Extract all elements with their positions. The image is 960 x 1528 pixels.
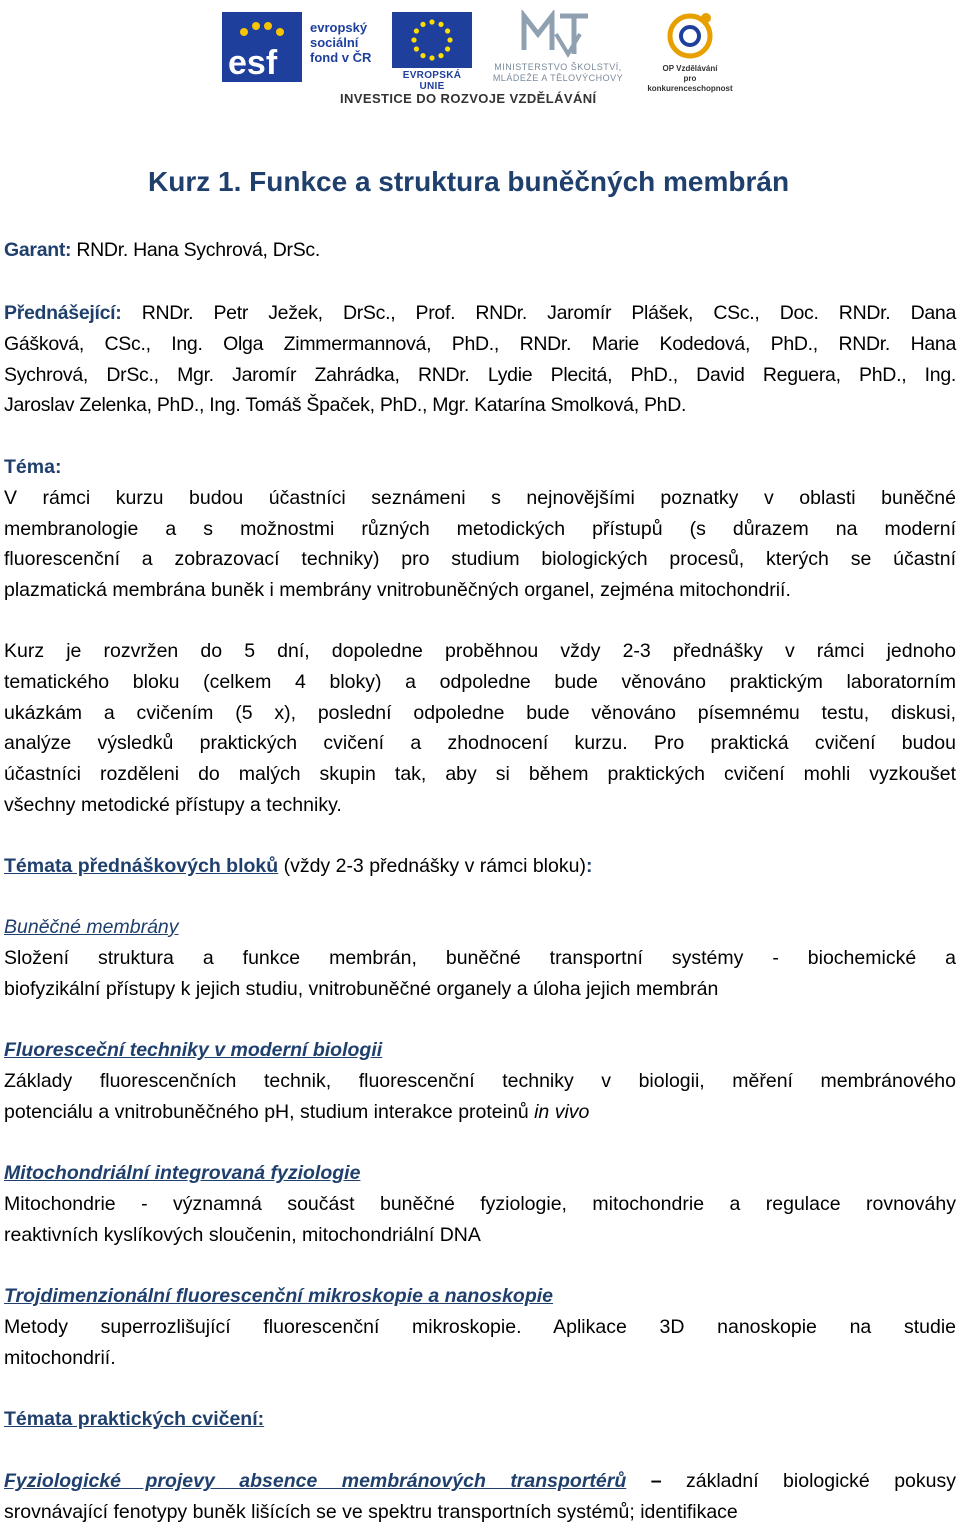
topic-section (4, 452, 956, 606)
practicals-item (4, 1466, 956, 1528)
topic-line: plazmatická membrána buněk i membrány vnitrobuněčných organel, zejména mitochondrií. (4, 579, 791, 602)
lecture-block-title: Mitochondriální integrovaná fyziologie (4, 1162, 361, 1184)
lecture-block-1 (4, 912, 956, 1004)
topic-line: fluorescenční a zobrazovací techniky) pro studium biologických procesů, kterých se účastní (4, 548, 956, 571)
lecture-block-4 (4, 1281, 956, 1373)
practicals-item-title: Fyziologické projevy absence membránových transportérů (4, 1470, 627, 1492)
lecture-block-2 (4, 1035, 956, 1127)
schedule-line: tematického bloku (celkem 4 bloky) a odpoledne bude věnováno praktickým laboratorním (4, 670, 956, 693)
lecture-block-line: Složení struktura a funkce membrán, buněčné transportní systémy - biochemické a (4, 946, 956, 969)
guarantor-label: Garant: (4, 239, 72, 261)
op-vk-logo-mark (660, 10, 720, 62)
lecture-blocks-heading-suffix: (vždy 2-3 přednášky v rámci bloku) (278, 855, 586, 877)
topic-line: membranologie a s možnostmi různých metodických přístupů (s důrazem na moderní (4, 517, 956, 540)
lecturers-line: Sychrová, DrSc., Mgr. Jaromír Zahrádka, RNDr. Lydie Plecitá, PhD., David Reguera, PhD., Ing. (4, 363, 956, 386)
schedule-line: všechny metodické přístupy a techniky. (4, 793, 342, 816)
msmt-logo-text: MINISTERSTVO ŠKOLSTVÍ, MLÁDEŽE A TĚLOVÝCHOVY (492, 62, 624, 83)
lecture-block-3 (4, 1158, 956, 1250)
lecture-block-line: mitochondrií. (4, 1346, 116, 1369)
lecture-block-line: Základy fluorescenčních technik, fluorescenční techniky v biologii, měření membránového (4, 1069, 956, 1092)
lecture-block-line: biofyzikální přístupy k jejich studiu, vnitrobuněčné organely a úloha jejich membrán (4, 977, 719, 1000)
schedule-line: Kurz je rozvržen do 5 dní, dopoledne proběhnou vždy 2-3 přednášky v rámci jednoho (4, 640, 956, 662)
page-title: Kurz 1. Funkce a struktura buněčných membrán (148, 166, 790, 197)
lecturers-line: Gášková, CSc., Ing. Olga Zimmermannová, PhD., RNDr. Marie Kodedová, PhD., RNDr. Hana (4, 332, 956, 355)
lecture-block-line: potenciálu a vnitrobuněčného pH, studium interakce proteinů in vivo (4, 1100, 590, 1123)
esf-logo-text: evropský sociální fond v ČR (310, 20, 372, 65)
practicals-dash: – (626, 1470, 686, 1492)
eu-flag-icon (392, 12, 472, 68)
topic-line: V rámci kurzu budou účastníci seznámeni s nejnovějšími poznatky v oblasti buněčné (4, 486, 956, 509)
op-vk-logo-text: OP Vzdělávání pro konkurenceschopnost (647, 64, 733, 93)
topic-label: Téma: (4, 456, 62, 478)
eu-logo-text: EVROPSKÁ UNIE (402, 70, 462, 92)
lecture-block-title: Trojdimenzionální fluorescenční mikroskopie a nanoskopie (4, 1285, 554, 1307)
schedule-section (4, 636, 956, 821)
eu-logo (392, 12, 474, 92)
schedule-line: ukázkám a cvičením (5 x), poslední odpoledne bude věnováno písemnému testu, diskusi, (4, 701, 956, 724)
op-vk-logo (640, 10, 740, 93)
esf-logo-mark (222, 12, 302, 82)
msmt-logo (478, 10, 638, 85)
guarantor-line (4, 235, 956, 266)
logo-banner (0, 0, 960, 120)
lecture-blocks-heading-colon: : (585, 855, 593, 877)
practicals-line: Fyziologické projevy absence membránových transportérů – základní biologické pokusy (4, 1470, 956, 1492)
in-vivo-italic: in vivo (534, 1100, 590, 1123)
lecture-block-line: Metody superrozlišující fluorescenční mikroskopie. Aplikace 3D nanoskopie na studie (4, 1315, 956, 1338)
practicals-heading (4, 1404, 956, 1435)
guarantor-value: RNDr. Hana Sychrová, DrSc. (71, 239, 320, 261)
lecture-block-title: Fluoresceční techniky v moderní biologii (4, 1039, 383, 1061)
practicals-heading-text: Témata praktických cvičení: (4, 1408, 265, 1430)
msmt-logo-mark (516, 10, 596, 60)
lecturers-line: Přednášející: RNDr. Petr Ježek, DrSc., Prof. RNDr. Jaromír Plášek, CSc., Doc. RNDr. Dana (4, 302, 956, 324)
lecture-block-line: Mitochondrie - významná součást buněčné fyziologie, mitochondrie a regulace rovnováhy (4, 1192, 956, 1215)
schedule-line: účastníci rozděleni do malých skupin tak, aby si během praktických cvičení mohli vyzkoušet (4, 763, 956, 786)
investment-slogan: INVESTICE DO ROZVOJE VZDĚLÁVÁNÍ (340, 91, 597, 106)
lecturers-section (4, 298, 956, 421)
svg-text:esf: esf (228, 44, 278, 82)
lecturers-line: Jaroslav Zelenka, PhD., Ing. Tomáš Špaček, PhD., Mgr. Katarína Smolková, PhD. (4, 394, 687, 417)
schedule-line: analýze výsledků praktických cvičení a zhodnocení kurzu. Pro praktická cvičení budou (4, 732, 956, 755)
lecture-block-title: Buněčné membrány (4, 916, 179, 938)
esf-logo (222, 12, 387, 82)
practicals-line: srovnávající fenotypy buněk lišících se ve spektru transportních systémů; identifikace (4, 1500, 738, 1523)
lecture-blocks-heading (4, 851, 956, 882)
lecture-block-line: reaktivních kyslíkových sloučenin, mitochondriální DNA (4, 1223, 481, 1246)
lecturers-label: Přednášející: (4, 302, 122, 324)
lecture-blocks-heading-text: Témata přednáškových bloků (4, 855, 279, 877)
